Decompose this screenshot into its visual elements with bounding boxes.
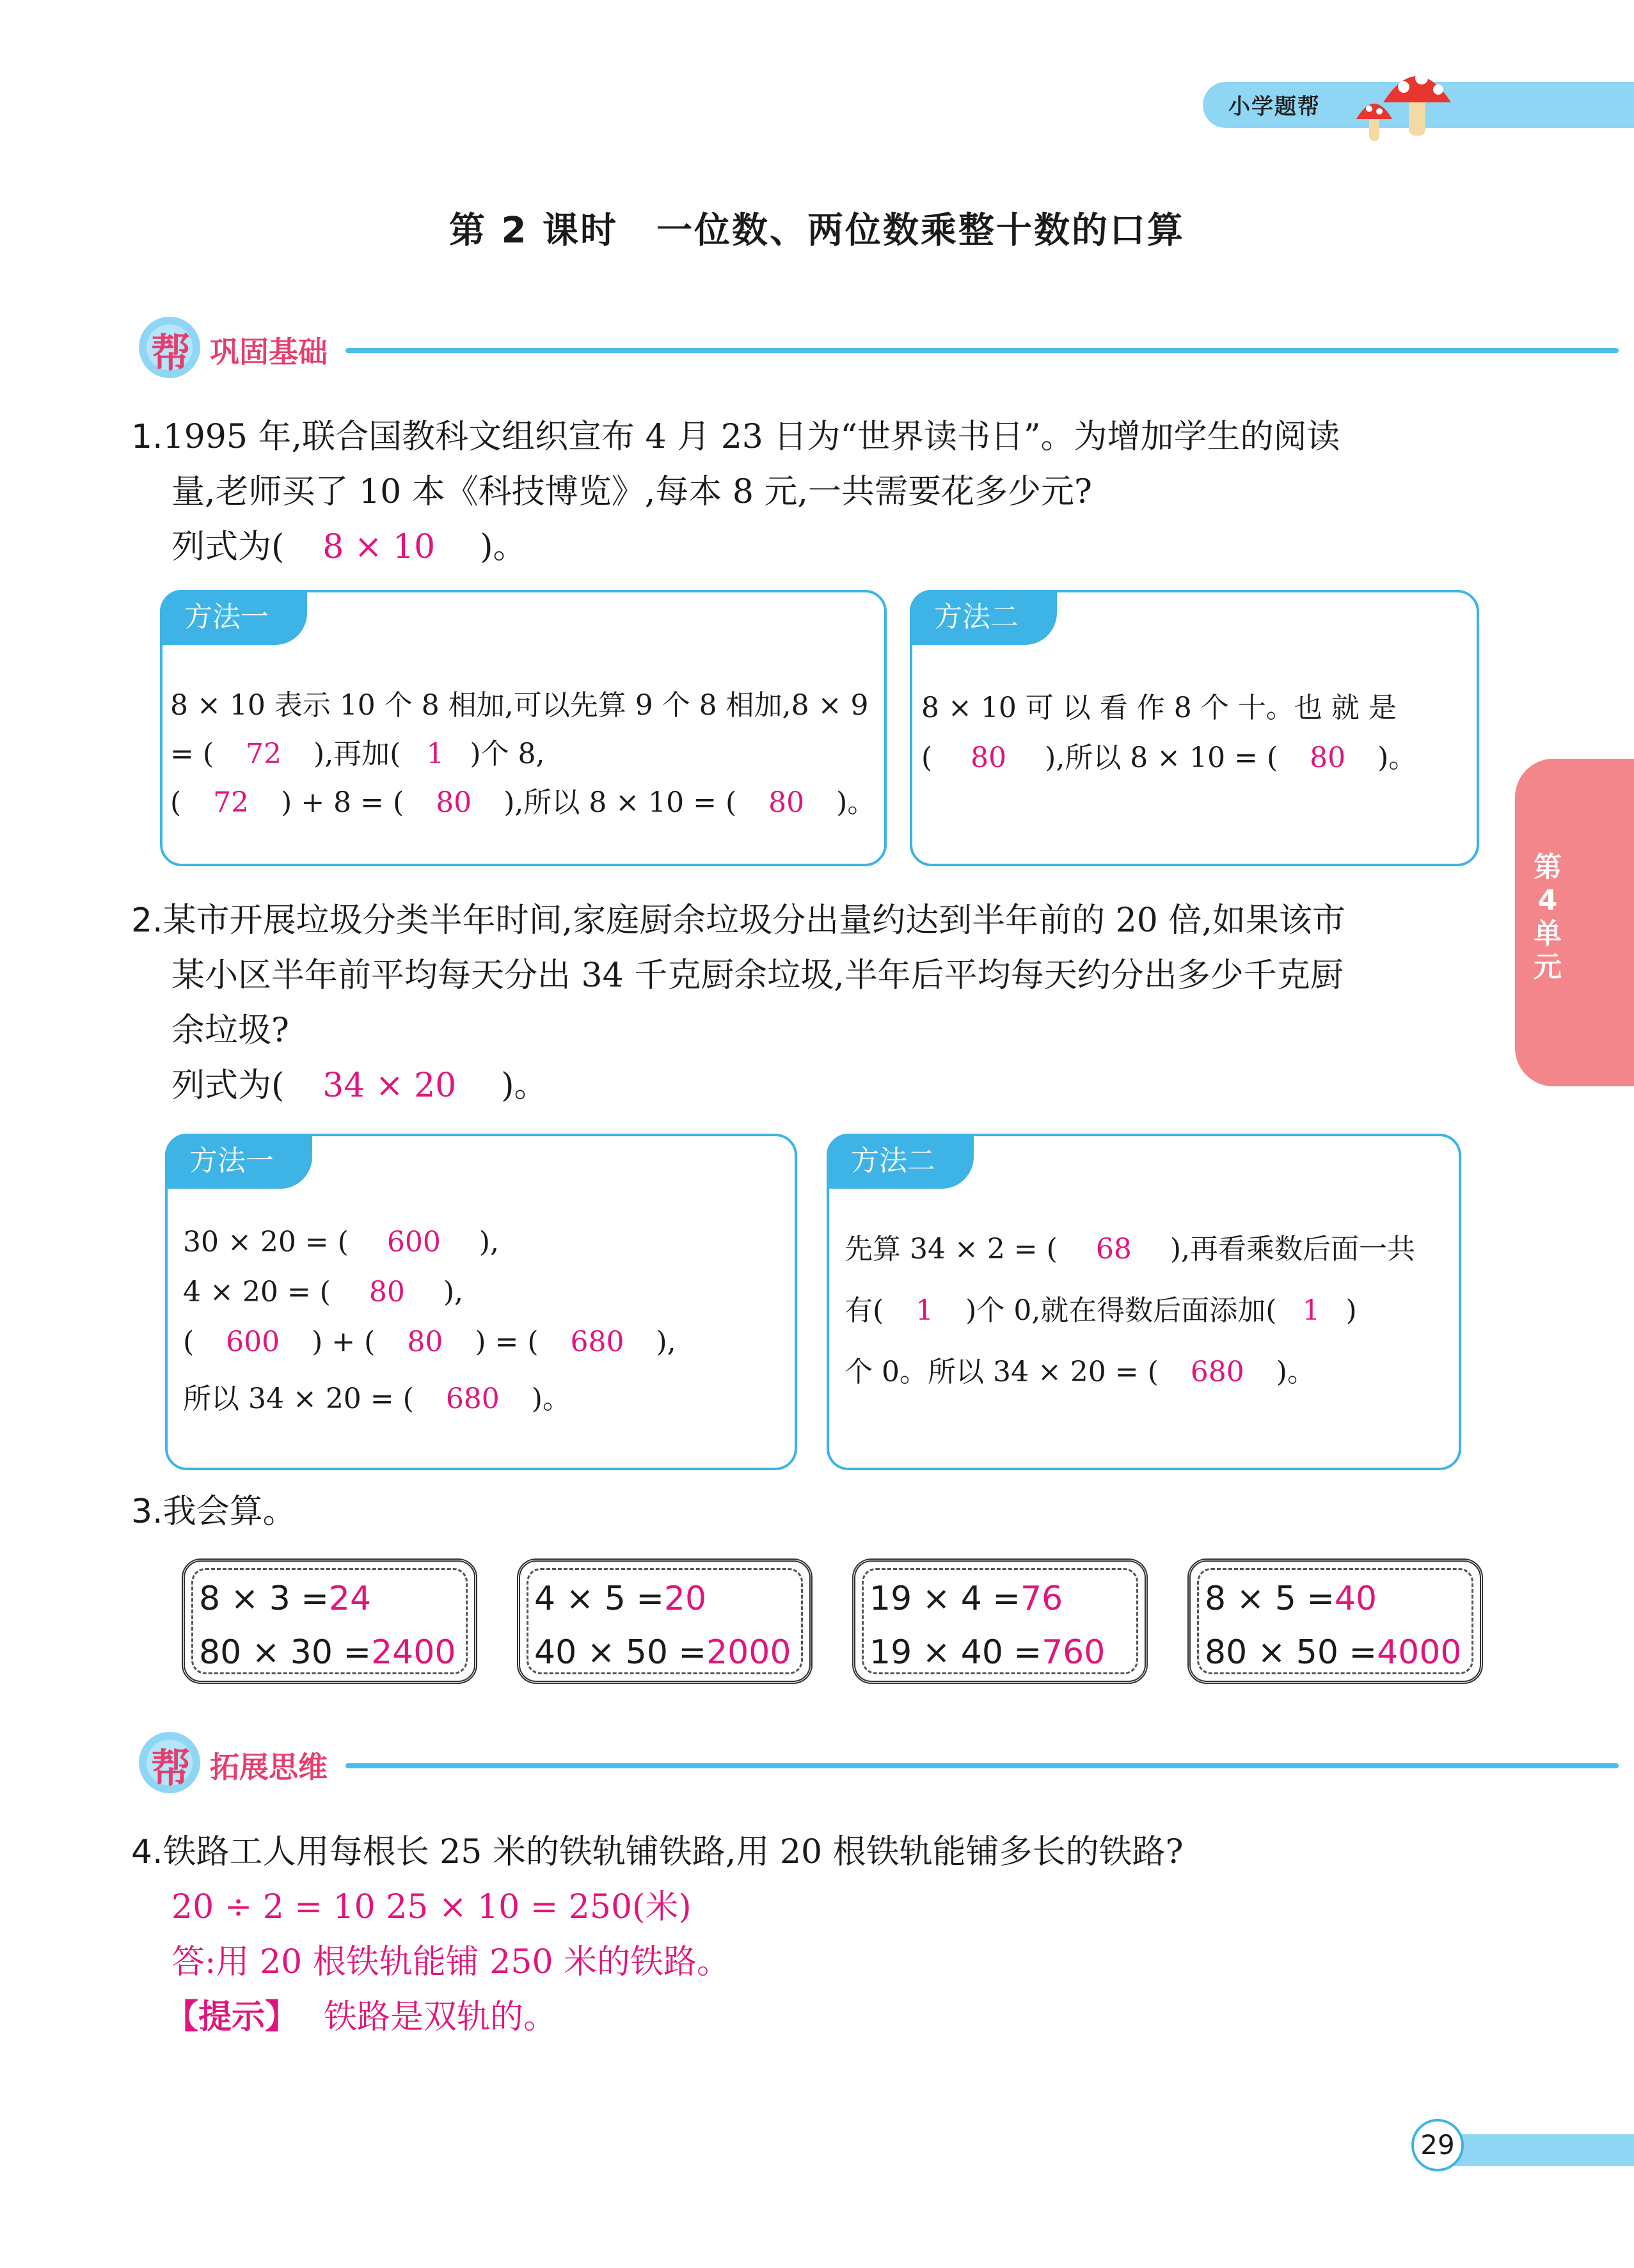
section-badge-text: 帮 <box>151 329 191 376</box>
question-number: 1. <box>131 418 163 456</box>
calc-line: 19 × 40 =760 <box>869 1633 1106 1672</box>
method-text: = ( 72 ),再加( 1 )个 8, <box>170 738 545 770</box>
formula-line: 列式为( 8 × 10 )。 <box>171 528 527 566</box>
calc-line: 8 × 5 =40 <box>1205 1580 1377 1618</box>
method-text: 8 × 10 可 以 看 作 8 个 十。也 就 是 <box>921 692 1397 724</box>
lesson-name: 一位数、两位数乘整十数的口算 <box>656 210 1185 251</box>
method-box-1 <box>165 1134 797 1470</box>
question-2-line3: 余垃圾? <box>171 1011 289 1050</box>
question-2-line2: 某小区半年前平均每天分出 34 千克厨余垃圾,半年后平均每天约分出多少千克厨 <box>171 956 1344 995</box>
method-text: ( 72 ) + 8 = ( 80 ),所以 8 × 10 = ( 80 )。 <box>170 786 876 819</box>
method-text: 4 × 20 = ( 80 ), <box>183 1276 463 1308</box>
method-text: ( 600 ) + ( 80 ) = ( 680 ), <box>183 1326 676 1358</box>
method-tab: 方法二 <box>827 1134 974 1189</box>
method-box-2 <box>910 590 1479 866</box>
calc-card <box>182 1558 477 1684</box>
formula-line: 列式为( 34 × 20 )。 <box>171 1067 548 1105</box>
calc-line: 8 × 3 =24 <box>199 1580 372 1618</box>
brand-name: 小学题帮 <box>1228 94 1321 120</box>
question-text: 某市开展垃圾分类半年时间,家庭厨余垃圾分出量约达到半年前的 20 倍,如果该市 <box>163 901 1345 940</box>
method-text: 所以 34 × 20 = ( 680 )。 <box>183 1383 571 1415</box>
calc-line: 40 × 50 =2000 <box>534 1633 791 1672</box>
question-number: 3. <box>131 1493 163 1531</box>
question-text: 1995 年,联合国教科文组织宣布 4 月 23 日为“世界读书日”。为增加学生的阅读 <box>163 418 1340 456</box>
method-tab: 方法一 <box>160 590 307 645</box>
answer-sentence: 答:用 20 根铁轨能铺 250 米的铁路。 <box>171 1943 731 1981</box>
question-number: 2. <box>131 901 163 940</box>
question-4 <box>131 1825 1184 1880</box>
section-divider <box>345 1763 1619 1768</box>
method-text: 有( 1 )个 0,就在得数后面添加( 1 ) <box>845 1294 1357 1327</box>
page-number: 29 <box>1411 2119 1464 2171</box>
method-tab: 方法二 <box>910 590 1057 645</box>
lesson-title <box>0 202 1634 253</box>
method-box-1 <box>160 590 887 866</box>
unit-side-label: 第 4 单 元 <box>1534 851 1562 983</box>
question-text: 铁路工人用每根长 25 米的铁轨铺铁路,用 20 根铁轨能铺多长的铁路? <box>163 1833 1184 1871</box>
calc-card <box>517 1558 813 1684</box>
calc-card <box>1187 1558 1483 1684</box>
formula-answer: 34 × 20 <box>322 1067 457 1105</box>
question-3 <box>131 1484 296 1539</box>
hint-label: 【提示】 <box>165 1998 299 2036</box>
section-label: 巩固基础 <box>210 335 328 369</box>
mushroom-icon <box>1350 56 1465 146</box>
question-1 <box>131 409 1340 464</box>
method-text: 8 × 10 表示 10 个 8 相加,可以先算 9 个 8 相加,8 × 9 <box>170 689 869 722</box>
question-2 <box>131 893 1345 948</box>
method-text: 30 × 20 = ( 600 ), <box>183 1226 499 1258</box>
section-badge-text: 帮 <box>151 1745 191 1791</box>
calc-card <box>852 1558 1148 1684</box>
calc-line: 80 × 30 =2400 <box>199 1633 456 1672</box>
hint-line <box>165 1990 557 2045</box>
method-text: ( 80 ),所以 8 × 10 = ( 80 )。 <box>921 741 1417 774</box>
calc-line: 19 × 4 =76 <box>869 1580 1063 1618</box>
calc-line: 4 × 5 =20 <box>534 1580 707 1618</box>
lesson-number: 第 2 课时 <box>449 210 618 251</box>
question-number: 4. <box>131 1833 163 1871</box>
method-text: 个 0。所以 34 × 20 = ( 680 )。 <box>845 1356 1315 1388</box>
formula-answer: 8 × 10 <box>322 528 436 566</box>
method-tab: 方法一 <box>165 1134 312 1189</box>
answer-calculation: 20 ÷ 2 = 10 25 × 10 = 250(米) <box>171 1888 692 1926</box>
question-1-line2: 量,老师买了 10 本《科技博览》,每本 8 元,一共需要花多少元? <box>171 473 1092 511</box>
method-box-2 <box>827 1134 1461 1470</box>
section-label: 拓展思维 <box>210 1750 328 1784</box>
calc-line: 80 × 50 =4000 <box>1205 1633 1462 1672</box>
section-divider <box>345 348 1619 353</box>
method-text: 先算 34 × 2 = ( 68 ),再看乘数后面一共 <box>845 1233 1415 1265</box>
hint-text: 铁路是双轨的。 <box>324 1998 557 2036</box>
question-text: 我会算。 <box>163 1493 296 1531</box>
